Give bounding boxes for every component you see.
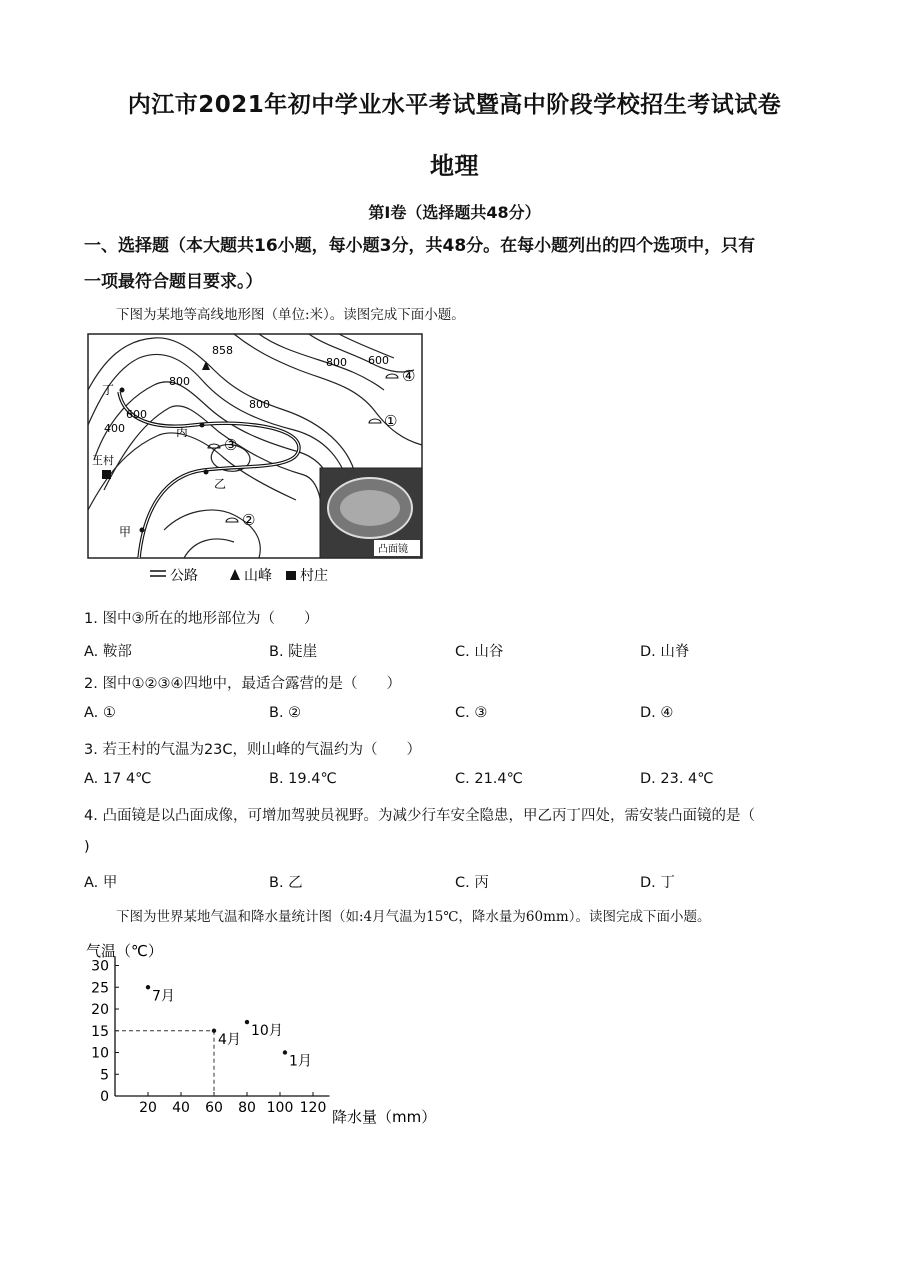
x-tick-label: 60 <box>205 1100 223 1116</box>
question-4-continued: ) <box>84 839 90 855</box>
data-point <box>245 1020 249 1024</box>
contour-label-800b: 800 <box>249 398 270 411</box>
part-heading-line1: 一、选择题（本大题共16小题，每小题3分，共48分。在每小题列出的四个选项中，只有 <box>84 236 756 256</box>
section-title: 第Ⅰ卷（选择题共48分） <box>368 203 541 222</box>
site-4-label: ④ <box>402 367 416 385</box>
question-4: 4. 凸面镜是以凸面成像，可增加驾驶员视野。为减少行车安全隐患，甲乙丙丁四处，需安装凸面镜的是（ <box>84 808 755 824</box>
question-3-options <box>84 771 824 793</box>
point-label-yi: 乙 <box>214 477 227 491</box>
q1-option-d[interactable]: D. 山脊 <box>640 644 690 660</box>
q3-option-b[interactable]: B. 19.4℃ <box>269 771 337 787</box>
point-label-jia: 甲 <box>119 525 132 539</box>
chart-ylabel: 气温（℃） <box>86 942 163 960</box>
y-tick-label: 25 <box>91 980 109 997</box>
data-point-label: 7月 <box>152 988 175 1005</box>
site-2-label: ② <box>242 511 256 529</box>
data-point-label: 1月 <box>288 1053 312 1070</box>
village-icon <box>102 470 111 479</box>
peak-elevation-label: 858 <box>212 344 233 357</box>
q4-option-c[interactable]: C. 丙 <box>455 875 489 891</box>
q3-option-c[interactable]: C. 21.4℃ <box>455 771 523 787</box>
y-tick-label: 10 <box>91 1045 109 1062</box>
chart-axes <box>115 957 330 1096</box>
y-tick-label: 0 <box>100 1089 109 1105</box>
village-label: 王村 <box>92 454 114 467</box>
q1-option-a[interactable]: A. 鞍部 <box>84 644 132 660</box>
q3-option-d[interactable]: D. 23. 4℃ <box>640 771 714 787</box>
map-intro: 下图为某地等高线地形图（单位:米）。读图完成下面小题。 <box>116 307 465 323</box>
question-1-options <box>84 640 824 662</box>
contour-label-400: 400 <box>104 422 125 435</box>
exam-title: 内江市2021年初中学业水平考试暨高中阶段学校招生考试试卷 <box>127 92 782 118</box>
question-2-options <box>84 705 824 727</box>
subject-title: 地理 <box>430 152 479 180</box>
contour-label-600a: 600 <box>368 354 389 367</box>
contour-label-800a: 800 <box>169 375 190 388</box>
q1-option-b[interactable]: B. 陡崖 <box>269 644 318 660</box>
part-heading-line2: 一项最符合题目要求。） <box>84 272 263 292</box>
chart-guides <box>115 1031 214 1096</box>
legend-peak: 山峰 <box>244 568 272 584</box>
site-1-label: ① <box>384 412 398 430</box>
legend-peak-icon <box>230 569 240 580</box>
q1-option-c[interactable]: C. 山谷 <box>455 644 504 660</box>
question-4-options <box>84 871 824 893</box>
data-point <box>212 1029 216 1033</box>
q2-option-c[interactable]: C. ③ <box>455 705 488 721</box>
point-label-bing: 丙 <box>176 425 189 439</box>
y-tick-label: 30 <box>91 958 109 975</box>
site-3-label: ③ <box>224 436 238 454</box>
legend-road: 公路 <box>170 568 198 584</box>
legend-village-icon <box>286 571 296 580</box>
inset-caption: 凸面镜 <box>378 544 408 555</box>
x-tick-label: 120 <box>299 1100 327 1116</box>
q4-option-d[interactable]: D. 丁 <box>640 875 675 891</box>
contour-label-600b: 600 <box>126 408 147 421</box>
y-tick-label: 20 <box>91 1002 109 1018</box>
point-label-ding: 丁 <box>102 383 115 397</box>
y-tick-label: 5 <box>100 1067 109 1084</box>
y-tick-label: 15 <box>91 1023 109 1040</box>
q3-option-a[interactable]: A. 17 4℃ <box>84 771 152 787</box>
chart-points <box>146 985 312 1069</box>
q2-option-d[interactable]: D. ④ <box>640 705 674 721</box>
data-point-label: 4月 <box>218 1031 241 1048</box>
chart-ticks <box>91 959 326 1117</box>
x-tick-label: 80 <box>238 1100 256 1116</box>
q2-option-a[interactable]: A. ① <box>84 705 116 721</box>
map-legend <box>150 567 328 584</box>
data-point-label: 10月 <box>251 1023 283 1040</box>
legend-village: 村庄 <box>300 568 328 584</box>
data-point <box>283 1050 287 1054</box>
question-1: 1. 图中③所在的地形部位为（ ） <box>84 611 319 627</box>
chart-xlabel: 降水量（mm） <box>332 1108 437 1126</box>
question-2: 2. 图中①②③④四地中，最适合露营的是（ ） <box>84 676 401 692</box>
q2-option-b[interactable]: B. ② <box>269 705 302 721</box>
contour-map <box>84 330 424 588</box>
part-heading <box>84 228 824 300</box>
climate-intro: 下图为世界某地气温和降水量统计图（如:4月气温为15℃，降水量为60mm）。读图完成下面小题。 <box>116 909 711 925</box>
x-tick-label: 100 <box>266 1100 294 1116</box>
q4-option-b[interactable]: B. 乙 <box>269 875 303 891</box>
contour-label-800c: 800 <box>326 356 347 369</box>
question-3: 3. 若王村的气温为23C，则山峰的气温约为（ ） <box>84 742 422 758</box>
x-tick-label: 20 <box>139 1100 157 1116</box>
data-point <box>146 985 150 989</box>
q4-option-a[interactable]: A. 甲 <box>84 875 118 891</box>
climate-scatter-chart <box>84 936 464 1136</box>
x-tick-label: 40 <box>172 1100 190 1116</box>
